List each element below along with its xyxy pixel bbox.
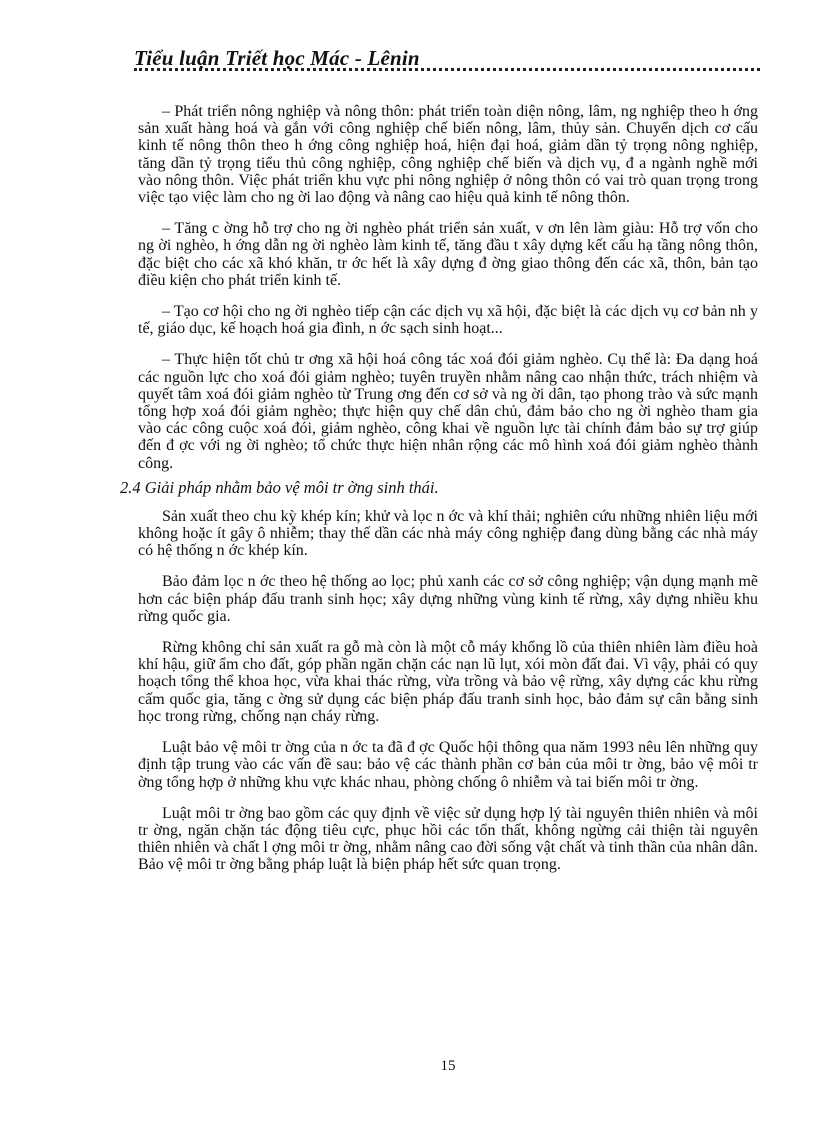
paragraph-closed-cycle: Sản xuất theo chu kỳ khép kín; khử và lọc n ớc và khí thải; nghiên cứu những nhiên liệu mới không hoặc ít gây ô nhiễm; thay thế dần các nhà máy công nghiệp đang dùng bằng các nhà máy có hệ thống n ớc khép kín. bbox=[138, 507, 758, 560]
paragraph-environment-law-scope: Luật môi tr ờng bao gồm các quy định về việc sử dụng hợp lý tài nguyên thiên nhiên và môi tr ờng, ngăn chặn tác động tiêu cực, phục hồi các tổn thất, không ngừng cải thiện tài nguyên thiên nhiên và chất l ợng môi tr ờng, nhằm nâng cao đời sống vật chất và tinh thần của nhân dân. Bảo vệ môi tr ờng bằng pháp luật là biện pháp hết sức quan trọng. bbox=[138, 804, 758, 874]
header-title: Tiểu luận Triết học Mác - Lênin bbox=[134, 46, 420, 70]
header-dotted-rule bbox=[134, 68, 760, 71]
page-number: 15 bbox=[440, 1058, 456, 1074]
page-header bbox=[134, 46, 760, 72]
paragraph-social-services: – Tạo cơ hội cho ng ời nghèo tiếp cận các dịch vụ xã hội, đặc biệt là các dịch vụ cơ bản nh y tế, giáo dục, kế hoạch hoá gia đình, n ớc sạch sinh hoạt... bbox=[138, 303, 758, 338]
paragraph-environment-law-1993: Luật bảo vệ môi tr ờng của n ớc ta đã đ ợc Quốc hội thông qua năm 1993 nêu lên những quy định tập trung vào các vấn đề sau: bảo vệ các thành phần cơ bản của môi tr ờng, bảo vệ môi tr ờng tổng hợp ở những khu vực khác nhau, phòng chống ô nhiễm và tai biến môi tr ờng. bbox=[138, 739, 758, 791]
paragraph-agriculture: – Phát triển nông nghiệp và nông thôn: phát triển toàn diện nông, lâm, ng nghiệp theo h ớng sản xuất hàng hoá và gắn với công nghiệp chế biến nông, lâm, thủy sản. Chuyển dịch cơ cấu kinh tế nông thôn theo h ớng công nghiệp hoá, hiện đại hoá, giảm dần tỷ trọng nông nghiệp, tăng dần tỷ trọng tiểu thủ công nghiệp, công nghiệp chế biến và dịch vụ, đ a ngành nghề mới vào nông thôn. Việc phát triển khu vực phi nông nghiệp ở nông thôn có vai trò quan trọng trong việc tạo việc làm cho ng ời lao động và nâng cao hiệu quả kinh tế nông thôn. bbox=[138, 103, 758, 207]
paragraph-support-poor: – Tăng c ờng hỗ trợ cho ng ời nghèo phát triển sản xuất, v ơn lên làm giàu: Hỗ trợ vốn cho ng ời nghèo, h ớng dẫn ng ời nghèo làm kinh tế, tăng đầu t xây dựng kết cấu hạ tầng nông thôn, đặc biệt cho các xã khó khăn, tr ớc hết là xây dựng đ ờng giao thông đến các xã, thôn, bản tạo điều kiện cho phát triển kinh tế. bbox=[138, 220, 758, 289]
paragraph-forests: Rừng không chỉ sản xuất ra gỗ mà còn là một cỗ máy khổng lồ của thiên nhiên làm điều hoà khí hậu, giữ ẩm cho đất, góp phần ngăn chặn các nạn lũ lụt, xói mòn đất đai. Vì vậy, phải có quy hoạch tổng thể khoa học, vừa khai thác rừng, vừa trồng và bảo vệ rừng, xây dựng các khu rừng cấm quốc gia, tăng c ờng sử dụng các biện pháp đấu tranh sinh học, bảo đảm sự cân bằng sinh học trong rừng, chống nạn cháy rừng. bbox=[138, 639, 758, 725]
section-heading: 2.4 Giải pháp nhằm bảo vệ môi tr ờng sinh thái. bbox=[120, 477, 439, 497]
paragraph-socialization: – Thực hiện tốt chủ tr ơng xã hội hoá công tác xoá đói giảm nghèo. Cụ thể là: Đa dạng hoá các nguồn lực cho xoá đói giảm nghèo; tuyên truyền nhằm nâng cao nhận thức, trách nhiệm và quyết tâm xoá đói giảm nghèo từ Trung ơng đến cơ sở và ng ời dân, tạo phong trào và sức mạnh tổng hợp xoá đói giảm nghèo; thực hiện quy chế dân chủ, đảm bảo cho ng ời nghèo tham gia vào các công cuộc xoá đói, giảm nghèo, công khai về nguồn lực tài chính đảm bảo sự trợ giúp đến đ ợc với ng ời nghèo; tổ chức thực hiện nhân rộng các mô hình xoá đói giảm nghèo thành công. bbox=[138, 351, 758, 472]
page-body bbox=[120, 103, 758, 888]
paragraph-water-filtering: Bảo đảm lọc n ớc theo hệ thống ao lọc; phủ xanh các cơ sở công nghiệp; vận dụng mạnh mẽ hơn các biện pháp đấu tranh sinh học; xây dựng những vùng kinh tế rừng, xây dựng nhiều khu rừng quốc gia. bbox=[138, 573, 758, 625]
